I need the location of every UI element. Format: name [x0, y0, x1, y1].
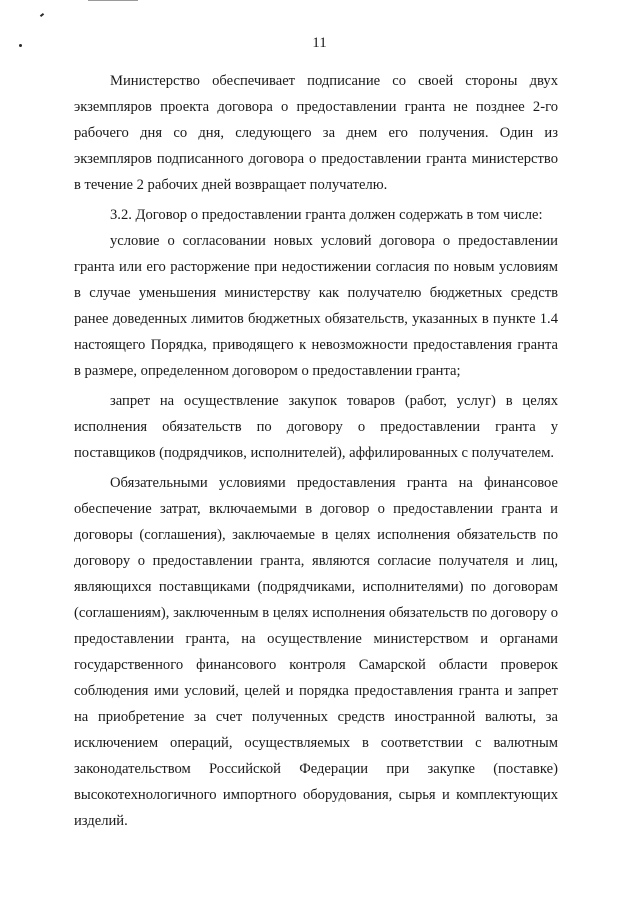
- page-number: 11: [312, 35, 327, 51]
- paragraph-mandatory-conditions: Обязательными условиями предоставления гранта на финансовое обеспечение затрат, включаемыми в договор о предоставлении гранта и договоры (соглашения), заключаемые в целях исполнения обязательств по договору о предоставлении гранта, являются согласие получателя и лиц, являющихся поставщиками (подрядчиками, исполнителями) по договорам (соглашениям), заключенным в целях исполнения обязательств по договору о предоставлении гранта, на осуществление министерством и органами государственного финансового контроля Самарской области проверок соблюдения ими условий, целей и порядка предоставления гранта и запрет на приобретение за счет полученных средств иностранной валюты, за исключением операций, осуществляемых в соответствии с валютным законодательством Российской Федерации при закупке (поставке) высокотехнологичного импортного оборудования, сырья и комплектующих изделий.: [74, 475, 558, 829]
- scan-artifact-mark: [40, 13, 44, 17]
- paragraph-clause-3-2: 3.2. Договор о предоставлении гранта должен содержать в том числе:: [110, 207, 543, 223]
- paragraph-condition-renegotiation: условие о согласовании новых условий договора о предоставлении гранта или его расторжение при недостижении согласия по новым условиям в случае уменьшения министерству как получателю бюджетных средств ранее доведенных лимитов бюджетных обязательств, указанных в пункте 1.4 настоящего Порядка, приводящего к невозможности предоставления гранта в размере, определенном договором о предоставлении гранта;: [74, 233, 558, 379]
- paragraph-signing: Министерство обеспечивает подписание со своей стороны двух экземпляров проекта договора о предоставлении гранта не позднее 2-го рабочего дня со дня, следующего за днем его получения. Один из экземпляров подписанного договора о предоставлении гранта министерство в течение 2 рабочих дней возвращает получателю.: [74, 73, 558, 193]
- paragraph-procurement-ban: запрет на осуществление закупок товаров (работ, услуг) в целях исполнения обязательств по договору о предоставлении гранта у поставщиков (подрядчиков, исполнителей), аффилированных с получателем.: [74, 393, 558, 461]
- scan-artifact-line: [88, 0, 138, 1]
- body-text: [74, 68, 558, 834]
